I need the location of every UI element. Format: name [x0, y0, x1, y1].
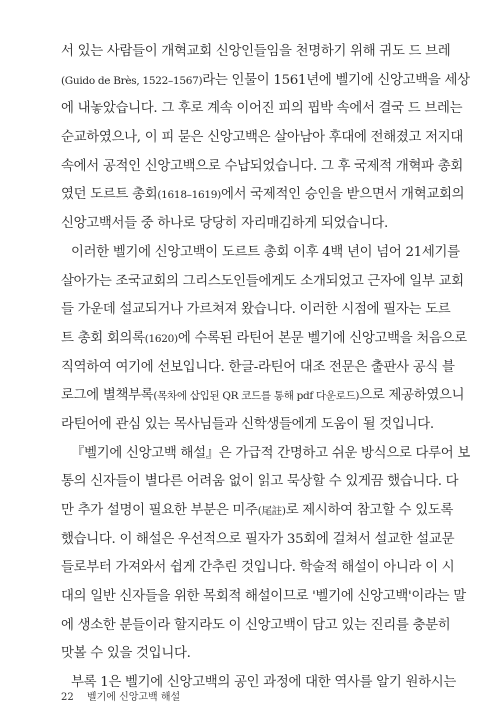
- text-line: [61, 612, 449, 641]
- text-segment: 라틴어에 관심 있는 목사님들과 신학생들에게 도움이 될 것입니다.: [61, 416, 434, 432]
- text-segment: 였던 도르트 총회: [61, 187, 158, 203]
- text-segment: 맛볼 수 있을 것입니다.: [61, 646, 191, 662]
- text-segment: 들 가운데 설교되거나 가르쳐져 왔습니다. 이러한 시점에 필자는 도르: [61, 302, 451, 318]
- paragraph: [61, 38, 470, 239]
- page-number: 22: [61, 692, 74, 703]
- text-line: [61, 181, 465, 210]
- text-segment: 신앙고백서들 중 하나로 당당히 자리매김하게 되었습니다.: [61, 216, 388, 232]
- text-segment: 통의 신자들이 별다른 어려움 없이 읽고 묵상할 수 있게끔 했습니다. 다: [61, 474, 459, 490]
- text-segment: 에 내놓았습니다. 그 후로 계속 이어진 피의 핍박 속에서 결국 드 브레는: [61, 101, 463, 117]
- paragraph: [61, 239, 467, 440]
- parenthetical-note: (Guido de Brès, 1522–1567): [61, 74, 203, 87]
- parenthetical-note: (1620): [144, 332, 178, 345]
- text-segment: 로 제시하여 참고할 수 있도록: [285, 503, 454, 518]
- text-segment: 했습니다. 이 해설은 우선적으로 필자가 35회에 걸쳐서 설교한 설교문: [61, 531, 455, 547]
- text-line: [61, 38, 449, 67]
- text-line: [61, 411, 449, 440]
- text-segment: 에 생소한 분들이라 할지라도 이 신앙고백이 담고 있는 진리를 충분히: [61, 617, 451, 633]
- text-segment: 만 추가 설명이 필요한 부분은 미주: [61, 503, 258, 518]
- text-line: [61, 210, 449, 239]
- text-segment: 서 있는 사람들이 개혁교회 신앙인들임을 천명하기 위해 귀도 드 브레: [61, 44, 451, 59]
- text-segment: 에서 국제적인 승인을 받으면서 개혁교회의: [220, 187, 465, 203]
- parenthetical-note: (1618–1619): [157, 189, 221, 202]
- text-segment: 로그에 별책부록: [61, 388, 154, 404]
- text-segment: 살아가는 조국교회의 그리스도인들에게도 소개되었고 근자에 일부 교회: [61, 273, 464, 289]
- text-segment: 순교하였으나, 이 피 묻은 신앙고백은 살아남아 후대에 전해졌고 저지대: [61, 130, 464, 146]
- parenthetical-note: (尾註): [257, 505, 286, 517]
- text-line: [61, 440, 470, 469]
- text-segment: 이러한 벨기에 신앙고백이 도르트 총회 이후 4백 년이 넘어 21세기를: [71, 244, 460, 260]
- text-line: [61, 583, 466, 612]
- text-line: [61, 640, 449, 669]
- text-segment: 라는 인물이 1561년에 벨기에 신앙고백을 세상: [202, 72, 470, 88]
- text-line: [61, 526, 455, 555]
- text-segment: 트 총회 회의록: [61, 330, 145, 346]
- text-segment: 『벨기에 신앙고백 해설』은 가급적 간명하고 쉬운 방식으로 다루어 보: [71, 445, 470, 461]
- parenthetical-note: (목차에 삽입된 QR 코드를 통해 pdf 다운로드): [153, 390, 360, 403]
- text-line: [61, 268, 464, 297]
- text-line: [61, 325, 467, 354]
- text-segment: 직역하여 여기에 선보입니다. 한글-라틴어 대조 전문은 출판사 공식 블: [61, 359, 455, 375]
- text-line: [61, 354, 455, 383]
- text-segment: 으로 제공하였으니: [359, 388, 465, 404]
- text-line: [61, 239, 460, 268]
- text-line: [61, 153, 464, 182]
- text-segment: 대의 일반 신자들을 위한 목회적 해설이므로 '벨기에 신앙고백'이라는 말: [61, 589, 466, 605]
- paragraph: [61, 440, 470, 670]
- text-line: [61, 497, 454, 526]
- page-footer: [61, 688, 180, 703]
- text-line: [61, 95, 463, 124]
- text-line: [61, 67, 470, 96]
- running-title: 벨기에 신앙고백 해설: [86, 692, 181, 703]
- text-segment: 부록 1은 벨기에 신앙고백의 공인 과정에 대한 역사를 알기 원하시는: [71, 675, 456, 691]
- text-line: [61, 468, 459, 497]
- text-line: [61, 382, 465, 411]
- text-line: [61, 124, 464, 153]
- text-line: [61, 296, 449, 325]
- text-segment: 속에서 공적인 신앙고백으로 수납되었습니다. 그 후 국제적 개혁파 총회: [61, 158, 464, 174]
- text-line: [61, 554, 455, 583]
- text-segment: 에 수록된 라틴어 본문 벨기에 신앙고백을 처음으로: [177, 330, 467, 346]
- body-text: [61, 38, 470, 698]
- text-segment: 들로부터 가져와서 쉽게 간추린 것입니다. 학술적 해설이 아니라 이 시: [61, 560, 455, 576]
